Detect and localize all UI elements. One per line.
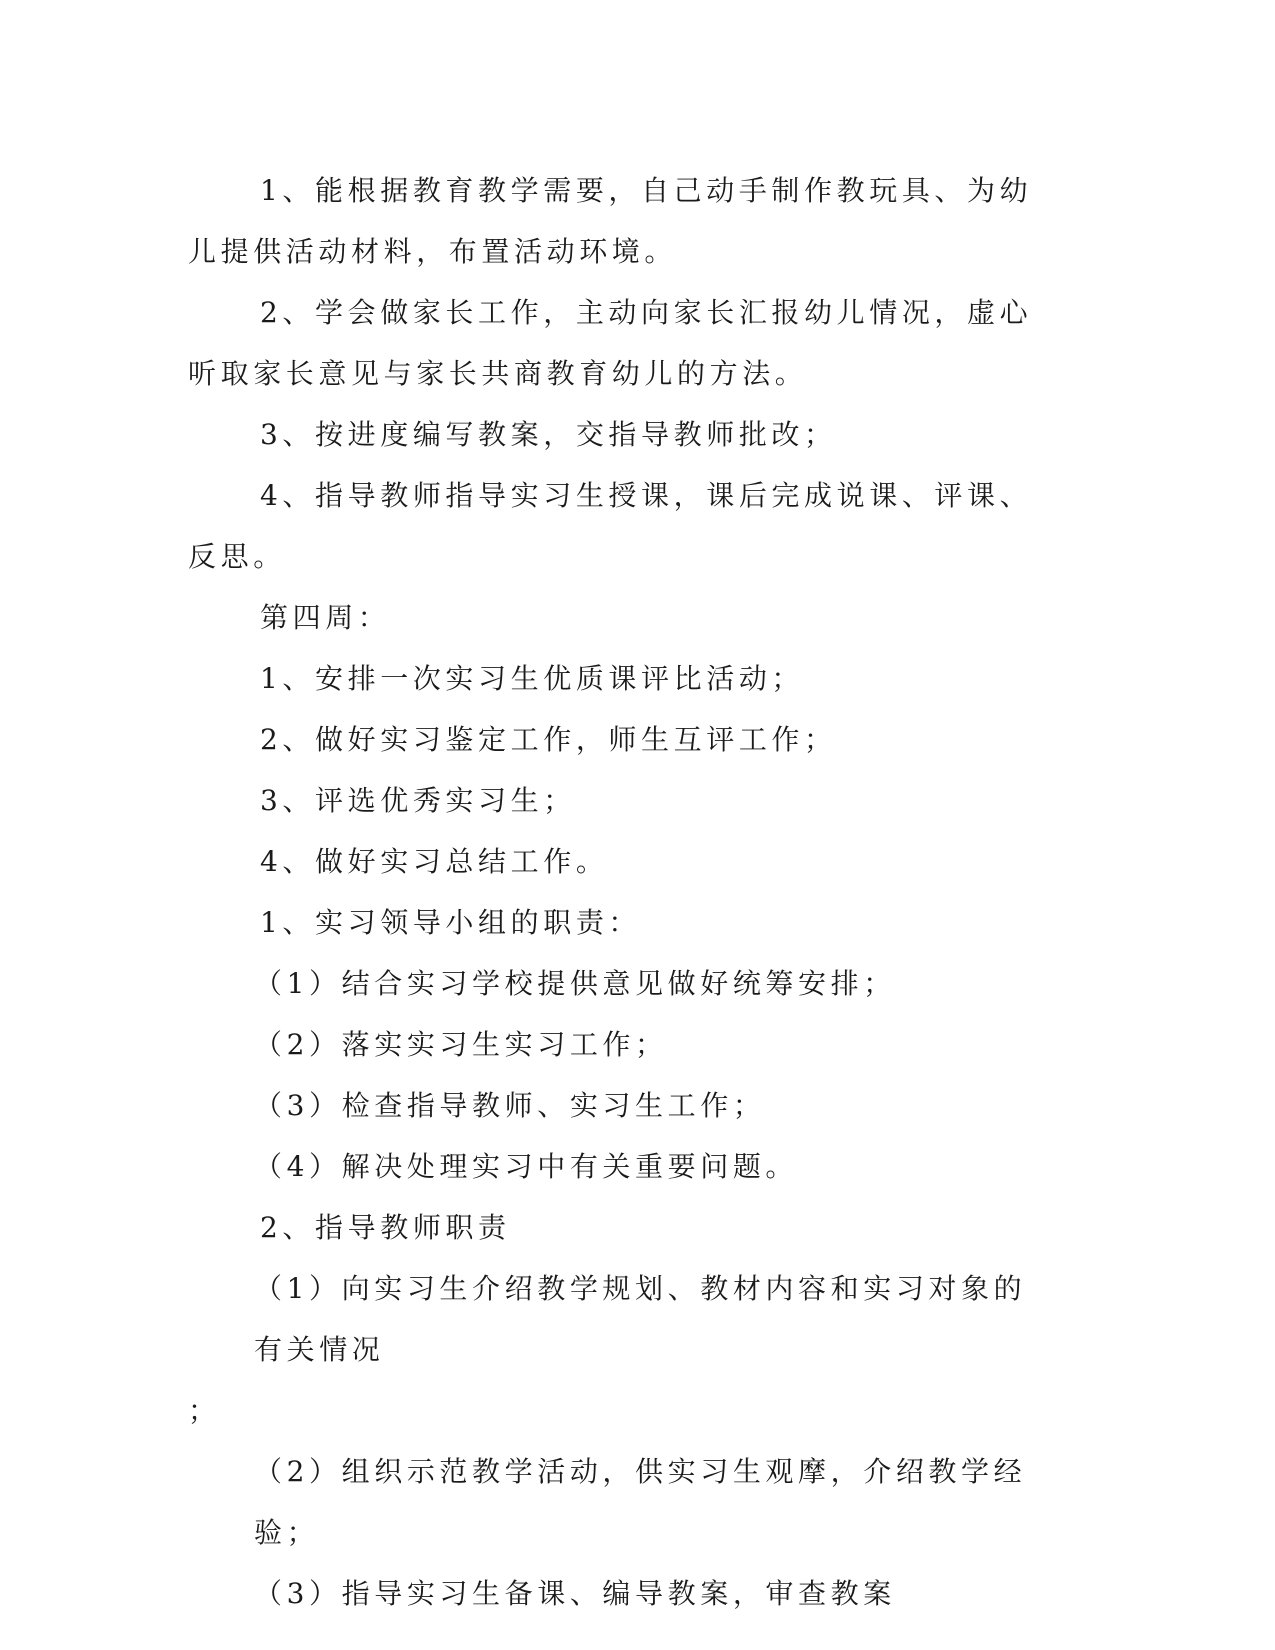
sub-item-2: （2）落实实习生实习工作； xyxy=(254,1028,668,1061)
section-heading-week-four: 第四周： xyxy=(260,601,391,634)
orphan-punctuation: ； xyxy=(188,1394,221,1427)
paragraph-item-6: 1、安排一次实习生优质课评比活动； xyxy=(260,662,805,695)
document-body xyxy=(188,160,1058,1624)
paragraph-item-3: 3、按进度编写教案，交指导教师批改； xyxy=(260,418,837,451)
sub-item-6: （2）组织示范教学活动，供实习生观摩，介绍教学经验； xyxy=(254,1455,1027,1549)
sub-item-7: （3）指导实习生备课、编导教案，审查教案 xyxy=(254,1577,896,1610)
sub-item-3: （3）检查指导教师、实习生工作； xyxy=(254,1089,766,1122)
paragraph-item-1: 1、能根据教育教学需要，自己动手制作教玩具、为幼儿提供活动材料，布置活动环境。 xyxy=(188,174,1033,268)
section-heading-leadership-duties: 1、实习领导小组的职责： xyxy=(260,906,642,939)
section-heading-teacher-duties: 2、指导教师职责 xyxy=(260,1211,511,1244)
paragraph-item-2: 2、学会做家长工作，主动向家长汇报幼儿情况，虚心听取家长意见与家长共商教育幼儿的方法。 xyxy=(188,296,1033,390)
paragraph-item-7: 2、做好实习鉴定工作，师生互评工作； xyxy=(260,723,837,756)
paragraph-item-4: 4、指导教师指导实习生授课，课后完成说课、评课、反思。 xyxy=(188,479,1033,573)
paragraph-item-9: 4、做好实习总结工作。 xyxy=(260,845,609,878)
sub-item-5: （1）向实习生介绍教学规划、教材内容和实习对象的有关情况 xyxy=(254,1272,1027,1366)
paragraph-item-8: 3、评选优秀实习生； xyxy=(260,784,576,817)
sub-item-1: （1）结合实习学校提供意见做好统筹安排； xyxy=(254,967,896,1000)
sub-item-4: （4）解决处理实习中有关重要问题。 xyxy=(254,1150,799,1183)
